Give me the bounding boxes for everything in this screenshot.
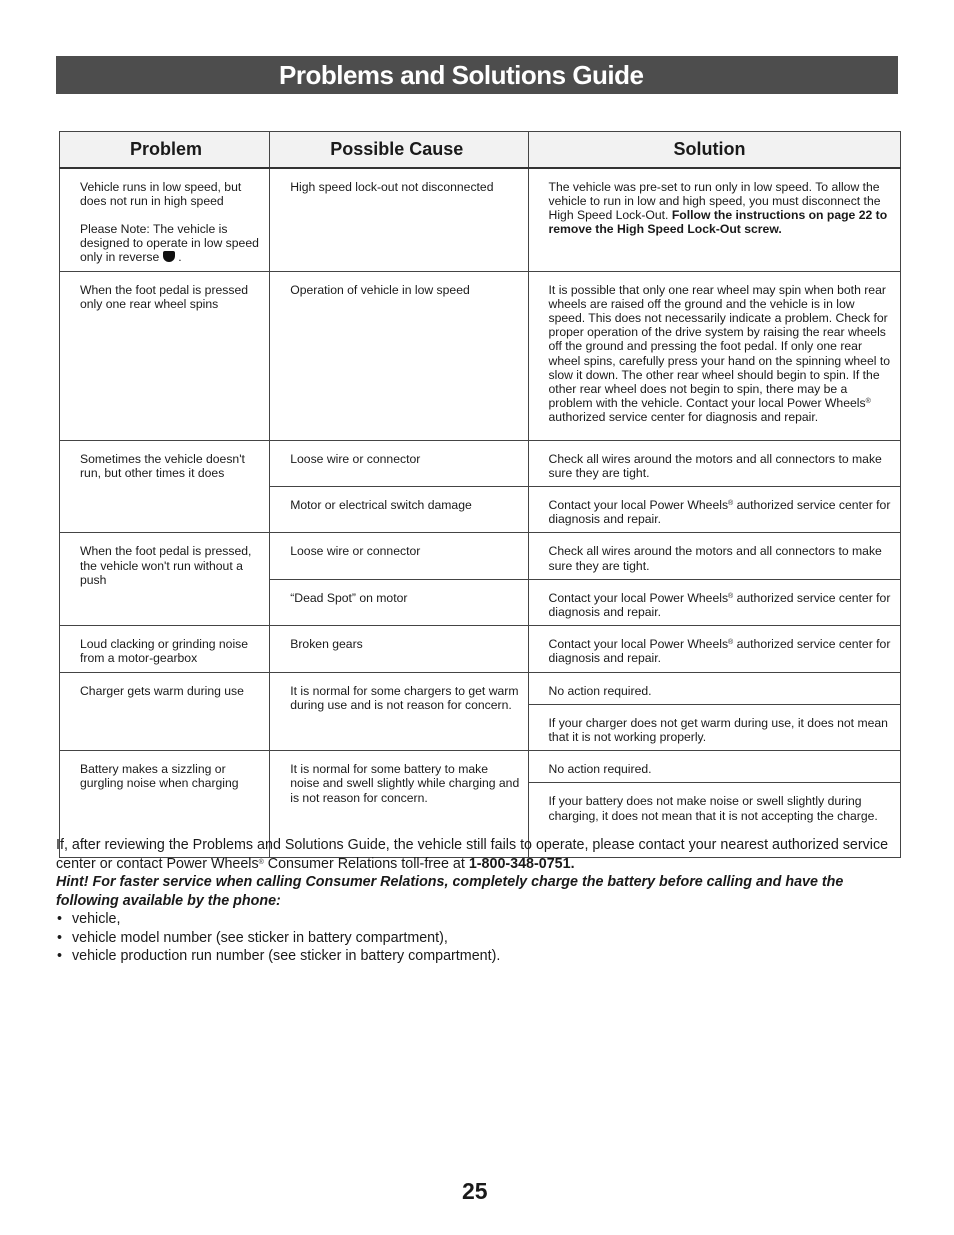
problem-cell xyxy=(60,168,270,272)
table-row xyxy=(60,168,901,272)
table-row xyxy=(60,672,901,704)
table-row xyxy=(60,271,901,440)
cause-cell: “Dead Spot” on motor xyxy=(270,579,528,625)
table-row xyxy=(60,440,901,486)
problem-cell: Sometimes the vehicle doesn't run, but other times it does xyxy=(60,440,270,533)
problem-note: Please Note: The vehicle is designed to operate in low speed only in reverse . xyxy=(80,221,259,265)
problem-cell: When the foot pedal is pressed only one rear wheel spins xyxy=(60,271,270,440)
cause-cell: High speed lock-out not disconnected xyxy=(270,168,528,272)
solution-cell: It is possible that only one rear wheel may spin when both rear wheels are raised off the ground and the vehicle is in low speed. This does not necessarily indicate a problem. Check for proper operation of the drive system by raising the rear wheels off the ground and pressing the foot pedal. If only one rear wheel spins, carefully press your hand on the spinning wheel to slow it down. The other rear wheel should begin to spin. If the other rear wheel does not begin to spin, there may be a problem with the vehicle. Contact your local Power Wheels® authorized service center for diagnosis and repair. xyxy=(528,271,900,440)
table-header-row xyxy=(60,132,901,168)
solution-cell: The vehicle was pre-set to run only in low speed. To allow the vehicle to run in low and high speed, you must disconnect the High Speed Lock-Out. Follow the instructions on page 22 to remove the High Speed Lock-Out screw. xyxy=(528,168,900,272)
cause-cell: Loose wire or connector xyxy=(270,533,528,579)
cause-cell: Broken gears xyxy=(270,626,528,672)
cause-cell: It is normal for some battery to make noise and swell slightly while charging and is not reason for concern. xyxy=(270,751,528,858)
solution-cell: If your battery does not make noise or swell slightly during charging, it does not mean that it is not accepting the charge. xyxy=(528,783,900,858)
phone-number: 1-800-348-0751. xyxy=(468,855,575,872)
problem-cell: When the foot pedal is pressed, the vehicle won't run without a push xyxy=(60,533,270,626)
table-row xyxy=(60,533,901,579)
cause-cell: Operation of vehicle in low speed xyxy=(270,271,528,440)
table-row xyxy=(60,626,901,672)
problem-cell: Loud clacking or grinding noise from a motor-gearbox xyxy=(60,626,270,672)
problem-cell: Battery makes a sizzling or gurgling noise when charging xyxy=(60,751,270,858)
problems-solutions-table xyxy=(59,131,901,858)
header-possible-cause: Possible Cause xyxy=(270,132,528,168)
problem-text: Vehicle runs in low speed, but does not run in high speed xyxy=(80,179,242,208)
list-item: • vehicle production run number (see sticker in battery compartment). xyxy=(56,947,896,966)
solution-cell: No action required. xyxy=(528,751,900,783)
solution-cell: Contact your local Power Wheels® authorized service center for diagnosis and repair. xyxy=(528,626,900,672)
bullet-list xyxy=(56,910,896,966)
solution-cell: No action required. xyxy=(528,672,900,704)
page-title: Problems and Solutions Guide xyxy=(56,56,898,94)
reverse-gear-icon xyxy=(163,251,175,262)
list-item: • vehicle, xyxy=(56,910,896,929)
problem-cell: Charger gets warm during use xyxy=(60,672,270,751)
list-item: • vehicle model number (see sticker in battery compartment), xyxy=(56,929,896,948)
contact-paragraph: If, after reviewing the Problems and Solutions Guide, the vehicle still fails to operate, please contact your nearest authorized service center or contact Power Wheels® Consumer Relations toll-free at 1-800-348-0751. xyxy=(56,837,889,872)
cause-cell: It is normal for some chargers to get warm during use and is not reason for concern. xyxy=(270,672,528,751)
page-number: 25 xyxy=(462,1178,488,1204)
hint-text: Hint! For faster service when calling Consumer Relations, completely charge the battery before calling and have the following available by the phone: xyxy=(56,874,844,909)
solution-cell: Contact your local Power Wheels® authorized service center for diagnosis and repair. xyxy=(528,579,900,625)
solution-cell: If your charger does not get warm during use, it does not mean that it is not working properly. xyxy=(528,704,900,750)
solution-instruction: Follow the instructions on page 22 to remove the High Speed Lock-Out screw. xyxy=(548,207,888,237)
header-solution: Solution xyxy=(528,132,900,168)
header-problem: Problem xyxy=(60,132,270,168)
cause-cell: Motor or electrical switch damage xyxy=(270,486,528,532)
table-row xyxy=(60,751,901,783)
solution-cell: Check all wires around the motors and all connectors to make sure they are tight. xyxy=(528,440,900,486)
cause-cell: Loose wire or connector xyxy=(270,440,528,486)
solution-cell: Contact your local Power Wheels® authorized service center for diagnosis and repair. xyxy=(528,486,900,532)
contact-info xyxy=(56,836,896,966)
solution-cell: Check all wires around the motors and all connectors to make sure they are tight. xyxy=(528,533,900,579)
